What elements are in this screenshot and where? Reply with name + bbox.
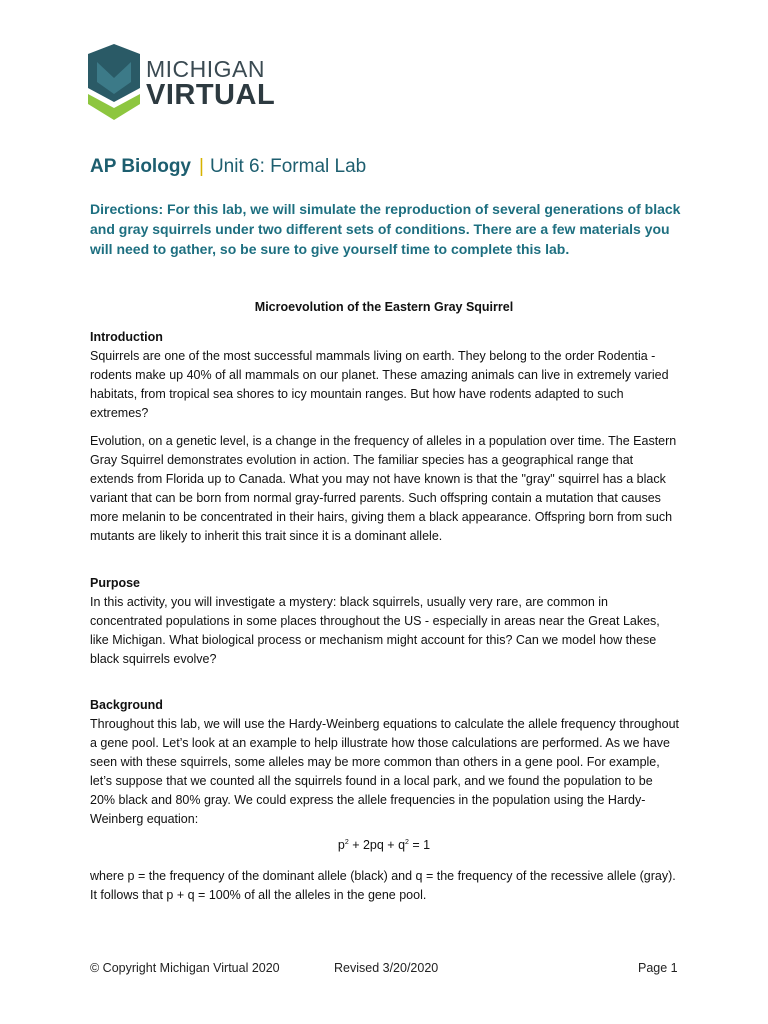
- unit-name: Unit 6: Formal Lab: [209, 156, 367, 177]
- hardy-weinberg-equation: $p^2 + 2pq + q^2 = 1$: [337, 838, 431, 852]
- introduction-paragraph-1: Squirrels are one of the most successful mammals living on earth. They belong to the order Rodentia - rodents make up 40% of all mammals on our planet. These amazing animals can live in extremely varied habitats, from tropical sea shores to icy mountain ranges. But how have rodents adapted to such extremes?: [90, 349, 669, 420]
- michigan-virtual-logo: [88, 44, 278, 120]
- introduction-heading: Introduction: [90, 330, 163, 344]
- footer-revised: Revised 3/20/2020: [334, 961, 439, 975]
- footer-copyright: © Copyright Michigan Virtual 2020: [90, 961, 280, 975]
- footer-page-number: Page 1: [638, 961, 678, 975]
- page-title: [90, 156, 366, 178]
- directions-text: Directions: For this lab, we will simulate the reproduction of several generations of black and gray squirrels under two different sets of conditions. There are a few materials you will need to gather, so be sure to give yourself time to complete this lab.: [90, 201, 681, 257]
- document-title: Microevolution of the Eastern Gray Squirrel: [254, 300, 514, 314]
- background-after-block: [90, 867, 680, 905]
- background-text: Throughout this lab, we will use the Hardy-Weinberg equations to calculate the allele frequency throughout a gene pool. Let’s look at an example to help illustrate how those calculations are performed. As we have seen with these squirrels, some alleles may be more common than others in a gene pool. For example, let’s suppose that we counted all the squirrels found in a local park, and we found the population to be 20% black and 80% gray. We could express the allele frequencies in the population using the Hardy-Weinberg equation:: [90, 717, 680, 826]
- purpose-text: In this activity, you will investigate a mystery: black squirrels, usually very rare, are common in concentrated populations in some places throughout the US - especially in areas near the Great Lakes, like Michigan. What biological process or mechanism might account for this? Can we model how these black squirrels evolve?: [90, 595, 660, 666]
- background-after-text: where p = the frequency of the dominant allele (black) and q = the frequency of the recessive allele (gray). It follows that p + q = 100% of all the alleles in the gene pool.: [90, 869, 676, 902]
- purpose-heading: Purpose: [90, 576, 141, 590]
- logo-mark-icon: [88, 44, 140, 120]
- course-name: AP Biology: [90, 156, 191, 177]
- introduction-section: [90, 328, 680, 423]
- introduction-paragraph-2-block: [90, 432, 680, 546]
- logo-text-virtual: VIRTUAL: [146, 79, 276, 111]
- title-separator: |: [199, 156, 204, 177]
- background-heading: Background: [90, 698, 163, 712]
- purpose-section: [90, 574, 680, 669]
- logo-text-michigan: MICHIGAN: [146, 56, 265, 82]
- background-section: [90, 696, 680, 829]
- introduction-paragraph-2: Evolution, on a genetic level, is a change in the frequency of alleles in a population over time. The Eastern Gray Squirrel demonstrates evolution in action. The familiar species has a geographical range that extends from Florida up to Canada. What you may not have known is that the "gray" squirrel has a black variant that can be born from normal gray-furred parents. Such offspring contain a mutation that causes more melanin to be concentrated in their hairs, giving them a black appearance. Offspring born from such mutants are likely to inherit this trait since it is a dominant allele.: [90, 434, 677, 543]
